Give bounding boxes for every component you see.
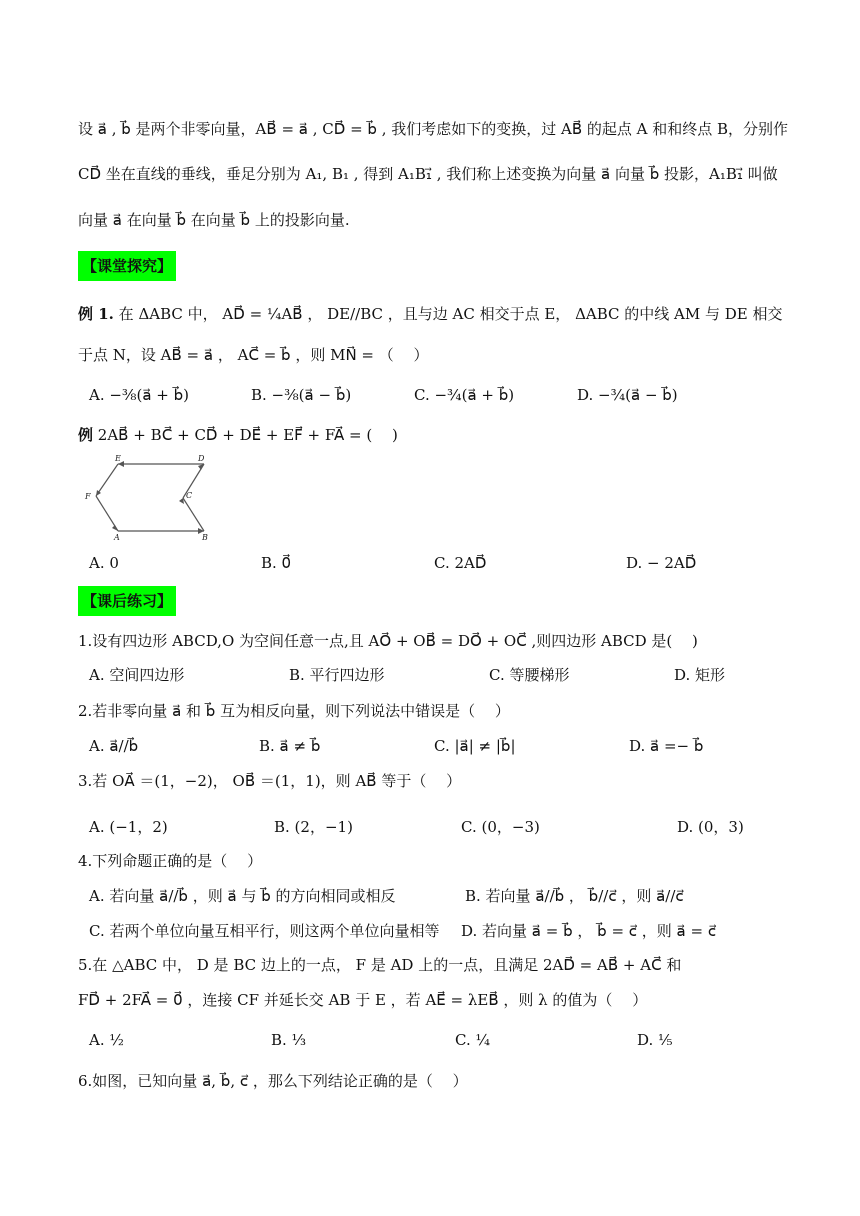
- intro-line-1: 设 a⃗ , b⃗ 是两个非零向量，AB⃗ = a⃗ , CD⃗ = b⃗ , 我们考虑如下的变换，过 AB⃗ 的起点 A 和和终点 B，分别作: [78, 120, 789, 138]
- question-4-option-b[interactable]: B. 若向量 a⃗//b⃗ ， b⃗//c⃗ ，则 a⃗//c⃗: [465, 887, 684, 905]
- figure-label-e: E: [115, 454, 121, 463]
- example-2-line: [78, 424, 788, 446]
- example-2-options: [89, 551, 789, 575]
- question-5-option-a[interactable]: A. ½: [89, 1031, 124, 1049]
- intro-line-2: CD⃗ 坐在直线的垂线，垂足分别为 A₁, B₁ , 得到 A₁B₁⃗ , 我们称上述变换为向量 a⃗ 向量 b⃗ 投影，A₁B₁⃗ 叫做: [78, 165, 778, 183]
- question-5-option-d[interactable]: D. ⅕: [637, 1031, 673, 1049]
- example-2-option-d[interactable]: D. − 2AD⃗: [626, 554, 697, 572]
- question-5-line-1: 5.在 △ABC 中， D 是 BC 边上的一点， F 是 AD 上的一点，且满足 2AD⃗ = AB⃗ + AC⃗ 和: [78, 956, 682, 974]
- example-2-option-c[interactable]: C. 2AD⃗: [434, 554, 487, 572]
- question-5-options: [89, 1028, 789, 1052]
- question-1-option-a[interactable]: A. 空间四边形: [89, 666, 185, 684]
- question-3-option-a[interactable]: A. (−1，2): [89, 818, 168, 836]
- example-2-option-b[interactable]: B. 0⃗: [261, 554, 292, 572]
- question-2-option-c[interactable]: C. |a⃗| ≠ |b⃗|: [434, 737, 516, 755]
- question-1-option-d[interactable]: D. 矩形: [674, 666, 726, 684]
- question-4-option-d[interactable]: D. 若向量 a⃗ = b⃗ ， b⃗ = c⃗ ，则 a⃗ = c⃗: [461, 922, 717, 940]
- question-2-text: 2.若非零向量 a⃗ 和 b⃗ 互为相反向量，则下列说法中错误是（ ）: [78, 702, 510, 720]
- intro-line-3: 向量 a⃗ 在向量 b⃗ 在向量 b⃗ 上的投影向量.: [78, 211, 350, 229]
- question-2-option-b[interactable]: B. a⃗ ≠ b⃗: [259, 737, 321, 755]
- question-5-line-2: FD⃗ + 2FA⃗ = 0⃗ ，连接 CF 并延长交 AB 于 E ，若 AE⃗ = λEB⃗ ，则 λ 的值为（ ）: [78, 991, 648, 1009]
- question-3-text: 3.若 OA⃗ ＝(1，−2)， OB⃗ ＝(1，1)，则 AB⃗ 等于（ ）: [78, 772, 462, 790]
- example-1-option-d[interactable]: D. −¾(a⃗ − b⃗): [577, 386, 678, 404]
- question-1-options: [89, 663, 789, 687]
- question-3-option-c[interactable]: C. (0，−3): [461, 818, 540, 836]
- question-4-option-a[interactable]: A. 若向量 a⃗//b⃗ ，则 a⃗ 与 b⃗ 的方向相同或相反: [89, 887, 396, 905]
- question-4-option-c[interactable]: C. 若两个单位向量互相平行，则这两个单位向量相等: [89, 922, 440, 940]
- figure-label-b: B: [202, 533, 208, 542]
- question-4-options-row-1: [89, 884, 789, 908]
- question-1-option-b[interactable]: B. 平行四边形: [289, 666, 385, 684]
- question-3-option-d[interactable]: D. (0，3): [677, 818, 744, 836]
- example-1-option-a[interactable]: A. −⅜(a⃗ + b⃗): [89, 386, 189, 404]
- hexagon-figure: [80, 452, 215, 544]
- question-4-options-row-2: [89, 919, 789, 943]
- question-1-option-c[interactable]: C. 等腰梯形: [489, 666, 570, 684]
- example-1-option-c[interactable]: C. −¾(a⃗ + b⃗): [414, 386, 515, 404]
- example-1-label: 例 1.: [78, 305, 114, 323]
- question-6-text: 6.如图，已知向量 a⃗, b⃗, c⃗ ，那么下列结论正确的是（ ）: [78, 1072, 468, 1090]
- question-3-options: [89, 815, 789, 839]
- example-1-line-1: [78, 303, 788, 325]
- example-2-option-a[interactable]: A. 0: [89, 554, 119, 572]
- figure-label-a: A: [114, 533, 120, 542]
- question-2-options: [89, 734, 789, 758]
- question-5-option-b[interactable]: B. ⅓: [271, 1031, 307, 1049]
- figure-label-f: F: [85, 492, 91, 501]
- figure-label-d: D: [198, 454, 205, 463]
- figure-label-c: C: [186, 491, 193, 500]
- example-1-line-2: 于点 N，设 AB⃗ = a⃗ ， AC⃗ = b⃗ ，则 MN⃗ = （ ）: [78, 346, 429, 364]
- example-1-options: [89, 383, 789, 407]
- example-1-text: 在 ΔABC 中， AD⃗ = ¼AB⃗ ， DE//BC ，且与边 AC 相交于点 E， ΔABC 的中线 AM 与 DE 相交: [118, 305, 783, 323]
- question-2-option-a[interactable]: A. a⃗//b⃗: [89, 737, 139, 755]
- section-header-after-class: 【课后练习】: [78, 586, 176, 616]
- example-2-label: 例: [78, 426, 94, 444]
- question-5-option-c[interactable]: C. ¼: [455, 1031, 491, 1049]
- example-1-option-b[interactable]: B. −⅜(a⃗ − b⃗): [251, 386, 352, 404]
- question-1-text: 1.设有四边形 ABCD,O 为空间任意一点,且 AO⃗ + OB⃗ = DO⃗ + OC⃗ ,则四边形 ABCD 是( ): [78, 632, 698, 650]
- question-2-option-d[interactable]: D. a⃗ =− b⃗: [629, 737, 704, 755]
- question-3-option-b[interactable]: B. (2，−1): [274, 818, 353, 836]
- section-header-class-explore: 【课堂探究】: [78, 251, 176, 281]
- question-4-text: 4.下列命题正确的是（ ）: [78, 852, 263, 870]
- example-2-expression: 2AB⃗ + BC⃗ + CD⃗ + DE⃗ + EF⃗ + FA⃗ = ( ): [97, 426, 398, 444]
